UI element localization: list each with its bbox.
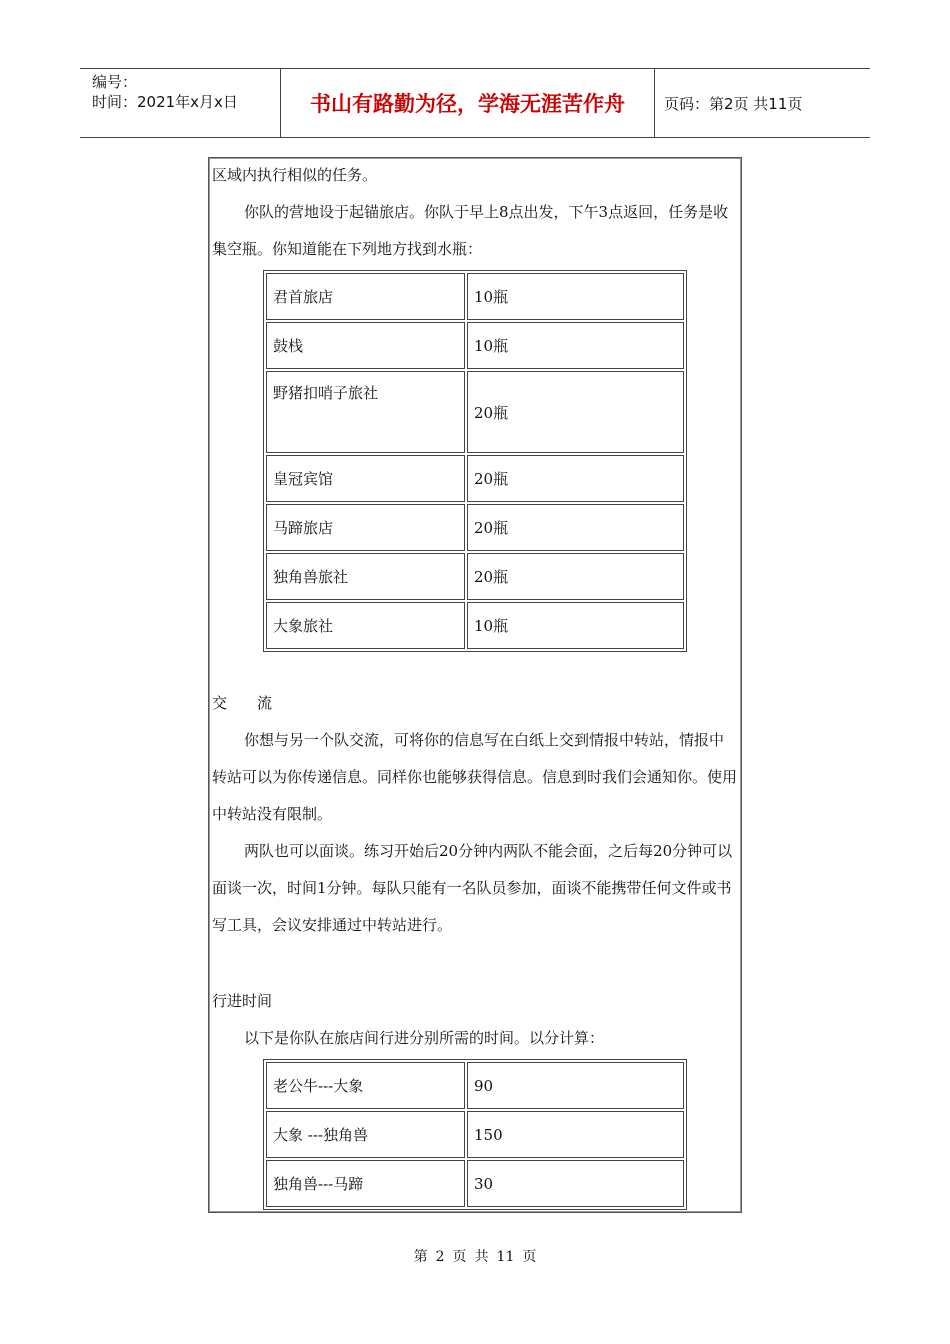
place-cell: 君首旅店 [266,273,465,320]
bottles-table [263,270,687,652]
footer-page-number: 2 [435,1249,445,1265]
route-cell: 独角兽---马蹄 [266,1160,465,1207]
place-cell: 独角兽旅社 [266,553,465,600]
header-motto-cell [280,69,655,137]
footer-total-pages: 11 [496,1249,515,1265]
place-cell: 野猪扣哨子旅社 [266,371,465,453]
count-cell: 20瓶 [467,371,684,453]
count-cell: 20瓶 [467,455,684,502]
place-cell: 大象旅社 [266,602,465,649]
minutes-cell: 90 [467,1062,684,1109]
place-cell: 马蹄旅店 [266,504,465,551]
header-motto: 书山有路勤为径，学海无涯苦作舟 [310,92,625,116]
count-cell: 20瓶 [467,553,684,600]
page-header [80,68,870,138]
place-cell: 皇冠宾馆 [266,455,465,502]
count-cell: 10瓶 [467,322,684,369]
exchange-paragraph-2: 两队也可以面谈。练习开始后20分钟内两队不能会面，之后每20分钟可以面谈一次，时间1分钟。每队只能有一名队员参加，面谈不能携带任何文件或书写工具，会议安排通过中转站进行。 [212,842,733,934]
minutes-cell: 150 [467,1111,684,1158]
table-row [266,1111,684,1158]
route-cell: 老公牛---大象 [266,1062,465,1109]
table-row [266,1062,684,1109]
heading-exchange: 交 流 [212,694,273,712]
footer-ye-2: 页 [522,1249,537,1265]
count-cell: 20瓶 [467,504,684,551]
table-row [266,322,684,369]
camp-paragraph: 你队的营地设于起锚旅店。你队于早上8点出发，下午3点返回，任务是收集空瓶。你知道能在下列地方找到水瓶： [212,203,729,258]
count-cell: 10瓶 [467,602,684,649]
table-row [266,273,684,320]
footer-di: 第 [413,1249,428,1265]
table-row [266,553,684,600]
intro-line: 区域内执行相似的任务。 [212,166,378,184]
document-number-label: 编号： [92,73,138,91]
header-meta [80,69,280,137]
table-row [266,455,684,502]
travel-time-table [263,1059,687,1210]
heading-travel-time: 行进时间 [212,992,273,1010]
count-cell: 10瓶 [467,273,684,320]
table-row [266,371,684,453]
table-row [266,602,684,649]
minutes-cell: 30 [467,1160,684,1207]
table-row [266,1160,684,1207]
header-page-number: 页码：第2页 共11页 [664,94,803,113]
exchange-paragraph-1: 你想与另一个队交流，可将你的信息写在白纸上交到情报中转站，情报中转站可以为你传递信息。同样你也能够获得信息。信息到时我们会通知你。使用中转站没有限制。 [212,731,738,823]
travel-paragraph: 以下是你队在旅店间行进分别所需的时间。以分计算： [244,1029,605,1047]
place-cell: 鼓栈 [266,322,465,369]
table-row [266,504,684,551]
route-cell: 大象 ---独角兽 [266,1111,465,1158]
document-date-label: 时间：2021年x月x日 [92,93,238,111]
page-footer [0,1246,950,1266]
footer-ye: 页 [452,1249,467,1265]
footer-gong: 共 [474,1249,489,1265]
